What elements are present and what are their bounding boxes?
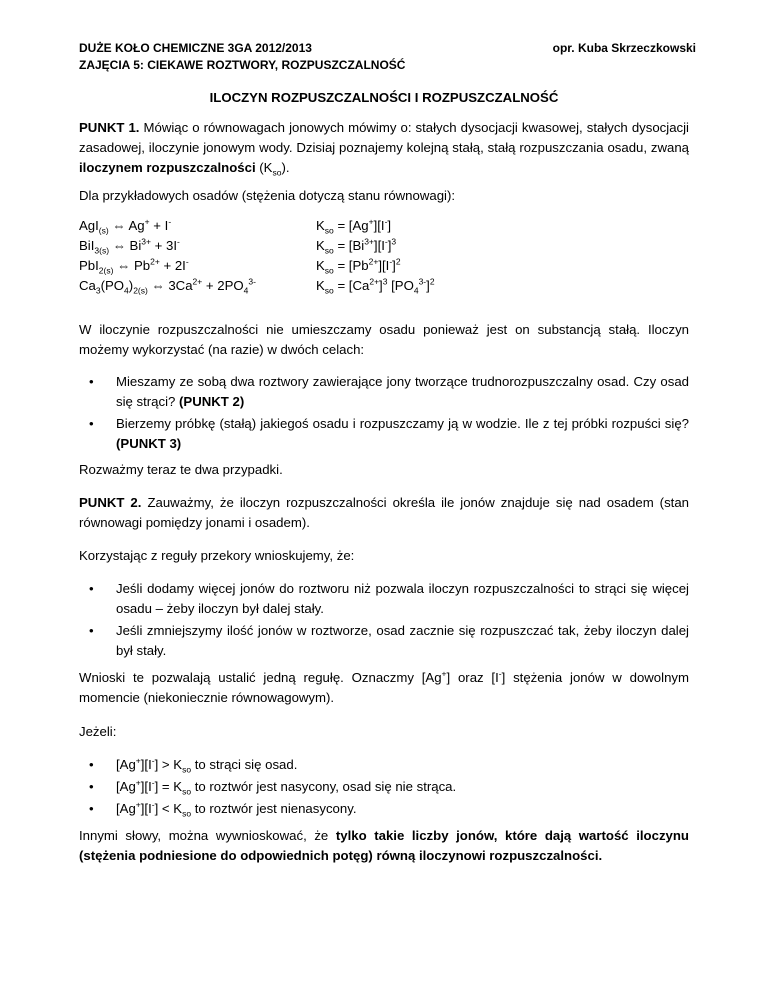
reaction-pbi2: PbI$_{2(s)}$ ⇔ $Pb^{2+} + 2I^-$ <box>79 256 189 276</box>
ksp-bii3: $K_{so} = [Bi^{3+}][I^-]^3$ <box>316 236 397 256</box>
przekora-list <box>79 579 689 661</box>
ksp-pbi2: $K_{so} = [Pb^{2+}][I^-]^2$ <box>316 256 401 276</box>
list-item: • $[Ag^+][I^-] = K_{so}$ to roztwór jest nasycony, osad się nie strąca. <box>79 777 689 797</box>
wnioski-paragraph: Wnioski te pozwalają ustalić jedną regułę. Oznaczmy [Ag+] oraz [I-] stężenia jonów w dowolnym momencie (niekoniecznie równowagowym). <box>79 668 689 705</box>
summary-paragraph: Innymi słowy, można wywnioskować, że tylko takie liczby jonów, które dają wartość iloczynu (stężenia podniesione do odpowiednich potęg) równą iloczynowi rozpuszczalności. <box>79 828 689 863</box>
examples-intro: Dla przykładowych osadów (stężenia dotyczą stanu równowagi): <box>79 188 456 203</box>
reaction-bii3: BiI$_{3(s)}$ ⇔ $Bi^{3+} + 3I^-$ <box>79 236 180 256</box>
przekora-list-block <box>79 579 689 663</box>
punkt2-paragraph: PUNKT 2. Zauważmy, że iloczyn rozpuszczalności określa ile jonów znajduje się nad osadem (stan równowagi pomiędzy jonami i osadem). <box>79 495 689 530</box>
list-item: • Bierzemy próbkę (stałą) jakiegoś osadu i rozpuszczamy ją w wodzie. Ile z tej próbki rozpuści się? (PUNKT 3) <box>79 414 689 454</box>
punkt2-label: PUNKT 2. <box>79 495 142 510</box>
reaction-agi: AgI$_{(s)}$ ⇔ Ag+ + I- <box>79 216 172 236</box>
punkt1-label: PUNKT 1. <box>79 120 140 135</box>
list-item: • $[Ag^+][I^-] > K_{so}$ to strąci się osad. <box>79 755 689 775</box>
uses-list <box>79 372 689 454</box>
list-item: • Mieszamy ze sobą dwa roztwory zawierające jony tworzące trudnorozpuszczalny osad. Czy osad się strąci? (PUNKT 2) <box>79 372 689 412</box>
list-item: • Jeśli dodamy więcej jonów do roztworu niż pozwala iloczyn rozpuszczalności to strąci się więcej osadu – żeby iloczyn był dalej stały. <box>79 579 689 619</box>
ksp-ca3po42: $K_{so} = [Ca^{2+}]^3$ $[PO_4^{3-}]^2$ <box>316 276 435 296</box>
uses-list-block <box>79 372 689 456</box>
conditions-list <box>79 755 689 819</box>
conditions-block <box>79 755 689 821</box>
jezeli-label: Jeżeli: <box>79 724 117 739</box>
consider-text: Rozważmy teraz te dwa przypadki. <box>79 462 283 477</box>
reaction-ca3po42: $Ca_3(PO_4)_{2(s)}$ ⇔ $3Ca^{2+} + 2PO_4^{3-}$ <box>79 276 256 296</box>
przekora-intro: Korzystając z reguły przekory wnioskujemy, że: <box>79 548 355 563</box>
ksp-agi: $K_{so} = [Ag^+][I^-]$ <box>316 216 392 236</box>
list-item: • $[Ag^+][I^-] < K_{so}$ to roztwór jest nienasycony. <box>79 799 689 819</box>
reaction-list <box>79 216 256 296</box>
iloczyn-paragraph: W iloczynie rozpuszczalności nie umieszczamy osadu ponieważ jest on substancją stałą. Iloczyn możemy wykorzystać (na razie) w dwóch celach: <box>79 322 689 357</box>
bold-term: iloczynem rozpuszczalności <box>79 160 256 175</box>
document-header <box>79 40 405 74</box>
list-item: • Jeśli zmniejszymy ilość jonów w roztworze, osad zacznie się rozpuszczać tak, żeby iloczyn dalej był stały. <box>79 621 689 661</box>
page-title: ILOCZYN ROZPUSZCZALNOŚCI I ROZPUSZCZALNOŚĆ <box>209 90 559 105</box>
author-label: opr. Kuba Skrzeczkowski <box>552 41 696 55</box>
punkt1-paragraph: PUNKT 1. Mówiąc o równowagach jonowych mówimy o: stałych dysocjacji kwasowej, stałych dysocjacji zasadowej, iloczynie jonowym wody. Dzisiaj poznajemy kolejną stałą, stałą rozpuszczania osadu, zwaną iloczynem rozpuszczalności $(K_{so})$. <box>79 120 689 178</box>
ksp-list <box>316 216 435 296</box>
course-title: DUŻE KOŁO CHEMICZNE 3GA 2012/2013 <box>79 41 312 55</box>
lesson-title: ZAJĘCIA 5: CIEKAWE ROZTWORY, ROZPUSZCZALNOŚĆ <box>79 58 406 72</box>
